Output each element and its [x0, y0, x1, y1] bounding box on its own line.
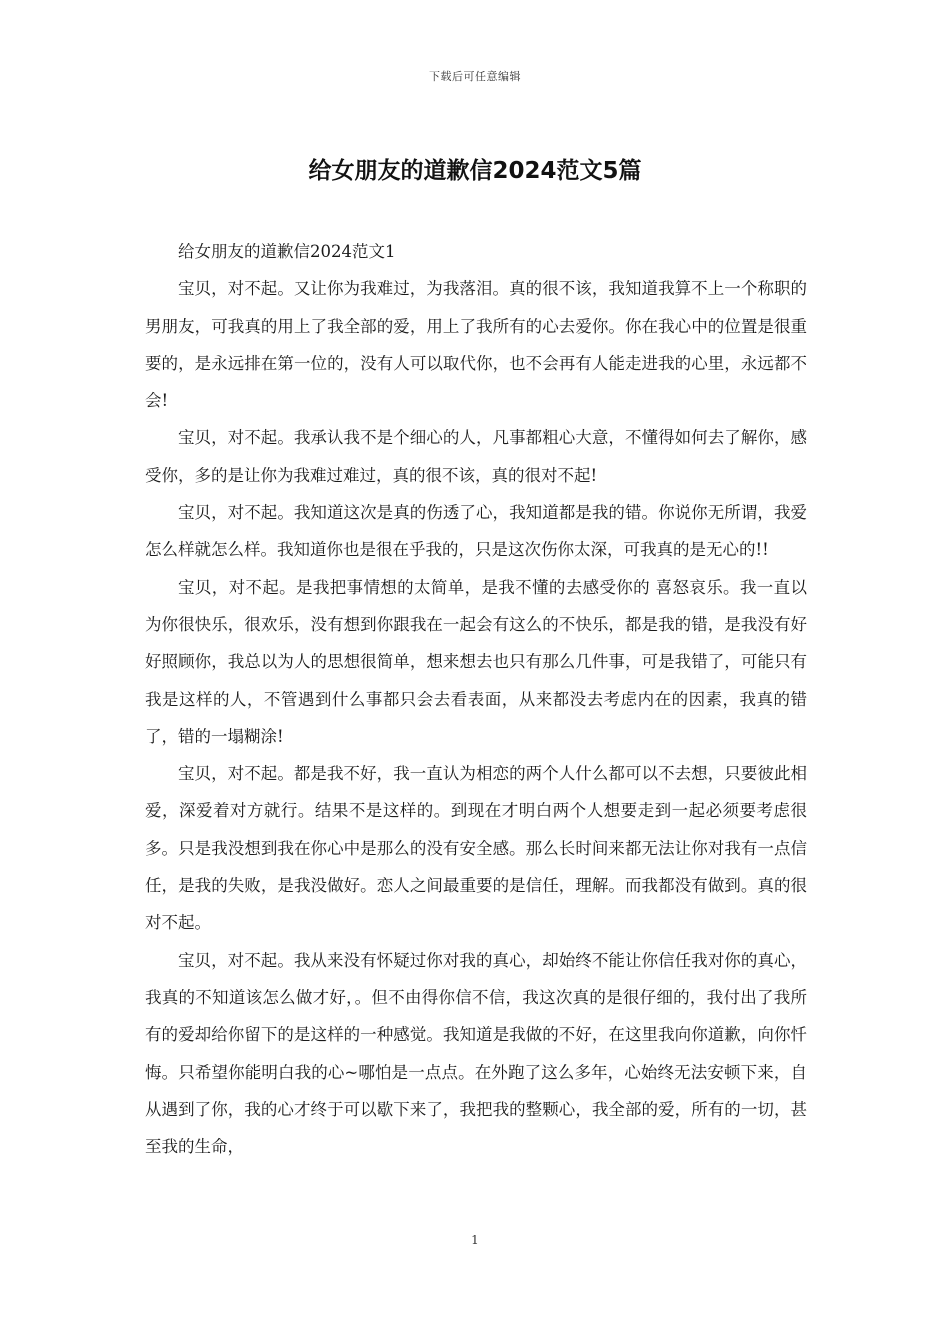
document-body [145, 233, 807, 1165]
page-number: 1 [471, 1233, 479, 1247]
section-heading: 给女朋友的道歉信2024范文1 [178, 242, 396, 261]
paragraph: 宝贝，对不起。都是我不好，我一直认为相恋的两个人什么都可以不去想，只要彼此相爱，深爱着对方就行。结果不是这样的。到现在才明白两个人想要走到一起必须要考虑很多。只是我没想到我在你心中是那么的没有安全感。那么长时间来都无法让你对我有一点信任，是我的失败，是我没做好。恋人之间最重要的是信任，理解。而我都没有做到。真的很对不起。 [145, 764, 807, 933]
document-title: 给女朋友的道歉信2024范文5篇 [308, 158, 642, 184]
paragraph: 宝贝，对不起。我从来没有怀疑过你对我的真心，却始终不能让你信任我对你的真心，我真的不知道该怎么做才好，。但不由得你信不信，我这次真的是很仔细的，我付出了我所有的爱却给你留下的是这样的一种感觉。我知道是我做的不好，在这里我向你道歉，向你忏悔。只希望你能明白我的心~哪怕是一点点。在外跑了这么多年，心始终无法安顿下来，自从遇到了你，我的心才终于可以歇下来了，我把我的整颗心，我全部的爱，所有的一切，甚至我的生命， [145, 950, 807, 1157]
page-header-note: 下载后可任意编辑 [429, 70, 521, 83]
paragraph: 宝贝，对不起。又让你为我难过，为我落泪。真的很不该，我知道我算不上一个称职的男朋友，可我真的用上了我全部的爱，用上了我所有的心去爱你。你在我心中的位置是很重要的，是永远排在第一位的，没有人可以取代你，也不会再有人能走进我的心里，永远都不会! [145, 279, 807, 411]
paragraph: 宝贝，对不起。是我把事情想的太简单，是我不懂的去感受你的 喜怒哀乐。我一直以为你很快乐，很欢乐，没有想到你跟我在一起会有这么的不快乐，都是我的错，是我没有好好照顾你，我总以为人的思想很简单，想来想去也只有那么几件事，可是我错了，可能只有我是这样的人，不管遇到什么事都只会去看表面，从来都没去考虑内在的因素，我真的错了，错的一塌糊涂! [145, 577, 807, 746]
paragraph: 宝贝，对不起。我知道这次是真的伤透了心，我知道都是我的错。你说你无所谓，我爱怎么样就怎么样。我知道你也是很在乎我的，只是这次伤你太深，可我真的是无心的!! [145, 503, 807, 560]
paragraph: 宝贝，对不起。我承认我不是个细心的人，凡事都粗心大意，不懂得如何去了解你，感受你，多的是让你为我难过难过，真的很不该，真的很对不起! [145, 428, 807, 485]
